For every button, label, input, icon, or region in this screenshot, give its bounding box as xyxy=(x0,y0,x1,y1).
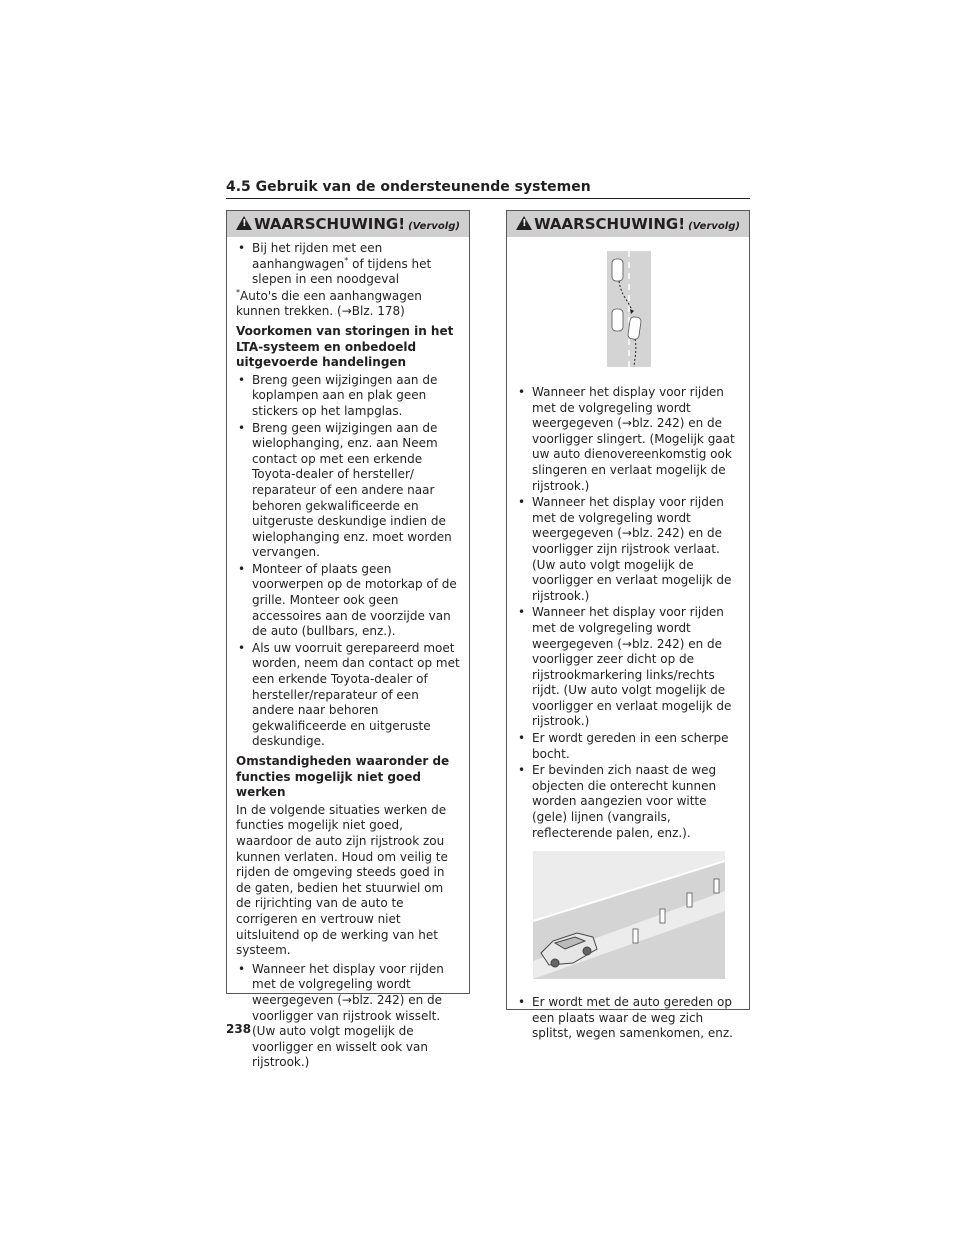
warning-triangle-icon xyxy=(236,216,252,230)
list-item: • Als uw voorruit gerepareerd moet worden, neem dan contact op met een erkende Toyota-dealer of hersteller/reparateur of een andere naar behoren gekwalificeerde en uitgeruste deskundige. xyxy=(236,641,461,750)
list-item: • Monteer of plaats geen voorwerpen op de motorkap of de grille. Monteer ook geen accessoires aan de voorzijde van de auto (bullbars, enz.). xyxy=(236,562,461,640)
footnote-marker: * xyxy=(344,255,349,265)
list-item: • Er wordt gereden in een scherpe bocht. xyxy=(516,731,741,762)
list-item: • Wanneer het display voor rijden met de volgregeling wordt weergegeven (→blz. 242) en de voorligger van rijstrook wisselt. (Uw auto volgt mogelijk de voorligger en wisselt ook van rijstrook.) xyxy=(236,962,461,1071)
list-item: • Breng geen wijzigingen aan de koplampen aan en plak geen stickers op het lampglas. xyxy=(236,373,461,420)
list-item: • Er bevinden zich naast de weg objecten die onterecht kunnen worden aangezien voor witte (gele) lijnen (vangrails, reflecterende palen, enz.). xyxy=(516,763,741,841)
list-item: • Wanneer het display voor rijden met de volgregeling wordt weergegeven (→blz. 242) en de voorligger slingert. (Mogelijk gaat uw auto dienovereenkomstig ook slingeren en verlaat mogelijk de rijstrook.) xyxy=(516,385,741,494)
reflector-posts-illustration xyxy=(533,851,725,979)
continued-label: (Vervolg) xyxy=(408,221,460,232)
warning-label: WAARSCHUWING! xyxy=(534,215,686,233)
warning-box-right xyxy=(506,210,750,1041)
paragraph: In de volgende situaties werken de functies mogelijk niet goed, waardoor de auto zijn rijstrook zou kunnen verlaten. Houd om veilig te rijden de omgeving steeds goed in de gaten, bedien het stuurwiel om de rijrichting van de auto te corrigeren en vertrouw niet uitsluitend op de werking van het systeem. xyxy=(236,802,448,958)
warning-header xyxy=(507,211,749,237)
page-number: 238 xyxy=(226,1022,252,1036)
warning-label: WAARSCHUWING! xyxy=(254,215,406,233)
list-item: • Breng geen wijzigingen aan de wielophanging, enz. aan Neem contact op met een erkende Toyota-dealer of hersteller/ reparateur of een andere naar behoren gekwalificeerde en uitgeruste deskundige indien de wielophanging enz. moet worden vervangen. xyxy=(236,421,461,561)
list-item: • Bij het rijden met een aanhangwagen* of tijdens het slepen in een noodgeval xyxy=(236,241,461,288)
subheading: Omstandigheden waaronder de functies mogelijk niet goed werken xyxy=(236,754,450,800)
warning-header xyxy=(227,211,469,237)
subheading: Voorkomen van storingen in het LTA-systeem en onbedoeld uitgevoerde handelingen xyxy=(236,323,454,370)
list-item: • Wanneer het display voor rijden met de volgregeling wordt weergegeven (→blz. 242) en de voorligger zijn rijstrook verlaat. (Uw auto volgt mogelijk de voorligger en verlaat mogelijk de rijstrook.) xyxy=(516,495,741,604)
continued-label: (Vervolg) xyxy=(688,221,740,232)
list-item: • Er wordt met de auto gereden op een plaats waar de weg zich splitst, wegen samenkomen, enz. xyxy=(516,995,741,1042)
footnote: *Auto's die een aanhangwagen kunnen trekken. (→Blz. 178) xyxy=(236,287,422,319)
warning-triangle-icon xyxy=(516,216,532,230)
lane-swerve-illustration xyxy=(607,251,651,367)
list-item: • Wanneer het display voor rijden met de volgregeling wordt weergegeven (→blz. 242) en de voorligger zeer dicht op de rijstrookmarkering links/rechts rijdt. (Uw auto volgt mogelijk de voorligger en verlaat mogelijk de rijstrook.) xyxy=(516,605,741,730)
section-title: 4.5 Gebruik van de ondersteunende systemen xyxy=(226,178,750,199)
